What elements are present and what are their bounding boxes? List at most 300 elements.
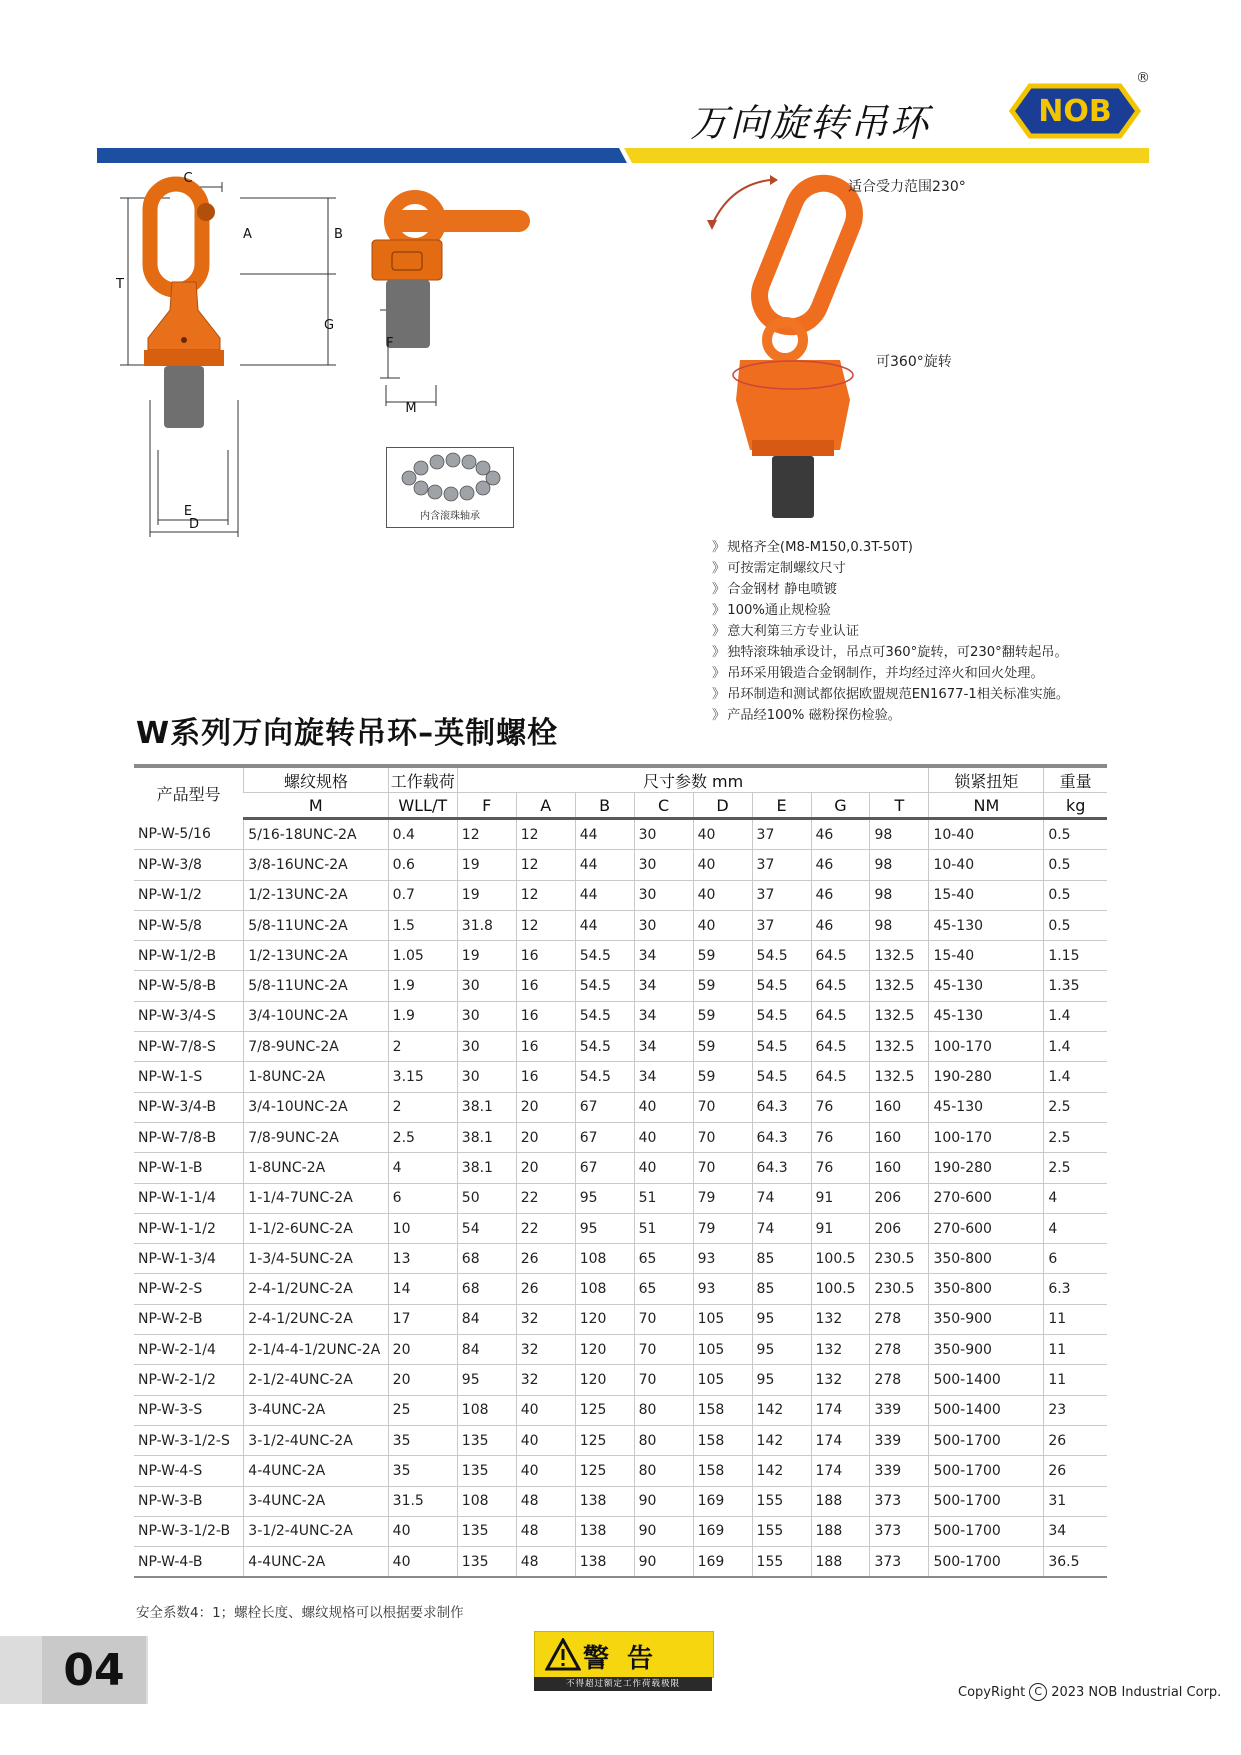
model-cell: NP-W-5/16 [134, 819, 244, 850]
sub-header-cell: B [575, 793, 634, 819]
table-cell: 125 [575, 1395, 634, 1425]
table-cell: 37 [752, 850, 811, 880]
table-cell: 6 [388, 1183, 457, 1213]
table-cell: 54.5 [575, 1001, 634, 1031]
table-row [134, 1335, 1107, 1365]
table-cell: 44 [575, 910, 634, 940]
table-cell: 12 [516, 880, 575, 910]
table-cell: 5/16-18UNC-2A [244, 819, 388, 850]
model-cell: NP-W-2-1/2 [134, 1365, 244, 1395]
table-row [134, 1092, 1107, 1122]
table-cell: 26 [1044, 1425, 1107, 1455]
table-row [134, 1153, 1107, 1183]
table-cell: 188 [811, 1486, 870, 1516]
feature-item: 》 规格齐全(M8-M150,0.3T-50T) [712, 537, 1069, 558]
table-cell: 2.5 [1044, 1153, 1107, 1183]
table-cell: 108 [575, 1274, 634, 1304]
warning-sign [534, 1631, 712, 1691]
table-cell: 22 [516, 1213, 575, 1243]
table-cell: 1.4 [1044, 1032, 1107, 1062]
table-cell: 132.5 [870, 1062, 929, 1092]
table-row [134, 1547, 1107, 1578]
sub-header-cell: A [516, 793, 575, 819]
table-cell: 3/4-10UNC-2A [244, 1092, 388, 1122]
header-load: 工作载荷 [388, 766, 457, 793]
table-cell: 11 [1044, 1335, 1107, 1365]
table-cell: 16 [516, 1062, 575, 1092]
table-cell: 65 [634, 1244, 693, 1274]
table-cell: 93 [693, 1274, 752, 1304]
table-cell: 54.5 [575, 971, 634, 1001]
dim-label-d: D [188, 517, 200, 532]
table-cell: 64.5 [811, 941, 870, 971]
table-cell: 100.5 [811, 1244, 870, 1274]
table-cell: 1.4 [1044, 1001, 1107, 1031]
table-cell: 0.5 [1044, 880, 1107, 910]
table-cell: 31.5 [388, 1486, 457, 1516]
sub-header-cell: G [811, 793, 870, 819]
table-cell: 120 [575, 1304, 634, 1334]
table-row [134, 1365, 1107, 1395]
table-cell: 64.3 [752, 1153, 811, 1183]
table-cell: 67 [575, 1092, 634, 1122]
table-cell: 500-1700 [929, 1486, 1044, 1516]
table-cell: 500-1700 [929, 1547, 1044, 1578]
sub-header-cell: D [693, 793, 752, 819]
table-cell: 1.4 [1044, 1062, 1107, 1092]
sub-header-cell: F [457, 793, 516, 819]
table-cell: 26 [1044, 1456, 1107, 1486]
table-cell: 95 [752, 1365, 811, 1395]
table-cell: 70 [634, 1365, 693, 1395]
table-cell: 65 [634, 1274, 693, 1304]
table-cell: 38.1 [457, 1153, 516, 1183]
table-cell: 169 [693, 1547, 752, 1578]
table-cell: 46 [811, 850, 870, 880]
table-cell: 174 [811, 1456, 870, 1486]
table-cell: 74 [752, 1183, 811, 1213]
copyright-text: 2023 NOB Industrial Corp. [1051, 1684, 1222, 1700]
table-cell: 70 [634, 1335, 693, 1365]
table-cell: 40 [388, 1516, 457, 1546]
table-cell: 1.35 [1044, 971, 1107, 1001]
table-cell: 19 [457, 850, 516, 880]
table-cell: 155 [752, 1516, 811, 1546]
table-cell: 10 [388, 1213, 457, 1243]
annotation-tilt-range: 适合受力范围230° [848, 179, 966, 195]
model-cell: NP-W-3-S [134, 1395, 244, 1425]
header-band [97, 148, 1149, 163]
table-cell: 1.9 [388, 971, 457, 1001]
table-cell: 132.5 [870, 1001, 929, 1031]
table-cell: 270-600 [929, 1213, 1044, 1243]
table-cell: 142 [752, 1456, 811, 1486]
table-cell: 373 [870, 1516, 929, 1546]
table-cell: 15-40 [929, 941, 1044, 971]
table-cell: 339 [870, 1425, 929, 1455]
table-cell: 70 [693, 1122, 752, 1152]
bearing-balls-icon [387, 448, 511, 506]
sub-header-cell: kg [1044, 793, 1107, 819]
table-cell: 44 [575, 819, 634, 850]
sub-header-cell: NM [929, 793, 1044, 819]
table-cell: 85 [752, 1274, 811, 1304]
table-cell: 95 [752, 1304, 811, 1334]
table-cell: 16 [516, 971, 575, 1001]
table-cell: 0.5 [1044, 850, 1107, 880]
table-cell: 10-40 [929, 850, 1044, 880]
table-cell: 10-40 [929, 819, 1044, 850]
model-cell: NP-W-4-S [134, 1456, 244, 1486]
table-cell: 125 [575, 1456, 634, 1486]
table-cell: 45-130 [929, 1001, 1044, 1031]
table-row [134, 1244, 1107, 1274]
model-cell: NP-W-1-3/4 [134, 1244, 244, 1274]
table-cell: 4 [1044, 1183, 1107, 1213]
table-cell: 90 [634, 1486, 693, 1516]
table-cell: 138 [575, 1547, 634, 1578]
table-cell: 98 [870, 910, 929, 940]
table-cell: 26 [516, 1244, 575, 1274]
copyright-icon: C [1029, 1683, 1047, 1701]
dim-label-a: A [243, 227, 252, 242]
table-cell: 26 [516, 1274, 575, 1304]
model-cell: NP-W-4-B [134, 1547, 244, 1578]
table-cell: 20 [516, 1153, 575, 1183]
table-cell: 32 [516, 1304, 575, 1334]
table-cell: 188 [811, 1547, 870, 1578]
model-cell: NP-W-5/8 [134, 910, 244, 940]
table-cell: 80 [634, 1425, 693, 1455]
table-cell: 46 [811, 910, 870, 940]
table-cell: 19 [457, 941, 516, 971]
table-cell: 350-800 [929, 1244, 1044, 1274]
table-row [134, 1456, 1107, 1486]
product-photo [690, 170, 920, 525]
table-row [134, 819, 1107, 850]
table-cell: 40 [634, 1122, 693, 1152]
table-cell: 31.8 [457, 910, 516, 940]
table-cell: 278 [870, 1335, 929, 1365]
table-cell: 105 [693, 1365, 752, 1395]
table-cell: 93 [693, 1244, 752, 1274]
table-cell: 138 [575, 1486, 634, 1516]
table-row [134, 1274, 1107, 1304]
table-cell: 132 [811, 1335, 870, 1365]
table-row [134, 971, 1107, 1001]
table-cell: 98 [870, 819, 929, 850]
dim-label-t: T [116, 277, 124, 292]
table-cell: 32 [516, 1365, 575, 1395]
table-cell: 22 [516, 1183, 575, 1213]
table-cell: 64.3 [752, 1122, 811, 1152]
table-cell: 0.4 [388, 819, 457, 850]
table-cell: 2-4-1/2UNC-2A [244, 1274, 388, 1304]
table-cell: 373 [870, 1486, 929, 1516]
model-cell: NP-W-2-S [134, 1274, 244, 1304]
table-cell: 59 [693, 1032, 752, 1062]
table-cell: 190-280 [929, 1062, 1044, 1092]
table-cell: 98 [870, 880, 929, 910]
warning-title: 警告 [583, 1644, 672, 1674]
table-cell: 4 [1044, 1213, 1107, 1243]
table-cell: 230.5 [870, 1274, 929, 1304]
table-cell: 95 [575, 1183, 634, 1213]
table-cell: 38.1 [457, 1092, 516, 1122]
table-cell: 40 [516, 1425, 575, 1455]
table-cell: 100-170 [929, 1122, 1044, 1152]
sub-header-cell: WLL/T [388, 793, 457, 819]
table-cell: 34 [634, 1001, 693, 1031]
model-cell: NP-W-3/4-S [134, 1001, 244, 1031]
model-cell: NP-W-3-1/2-B [134, 1516, 244, 1546]
table-cell: 40 [693, 910, 752, 940]
feature-item: 》 独特滚珠轴承设计，吊点可360°旋转，可230°翻转起吊。 [712, 642, 1069, 663]
dim-label-m: M [405, 401, 417, 416]
table-cell: 48 [516, 1486, 575, 1516]
table-cell: 1.15 [1044, 941, 1107, 971]
dim-label-e: E [183, 504, 193, 519]
table-cell: 90 [634, 1547, 693, 1578]
table-cell: 19 [457, 880, 516, 910]
table-cell: 278 [870, 1365, 929, 1395]
table-cell: 2 [388, 1092, 457, 1122]
table-cell: 1-8UNC-2A [244, 1153, 388, 1183]
table-cell: 30 [457, 1001, 516, 1031]
table-cell: 108 [457, 1395, 516, 1425]
table-cell: 91 [811, 1213, 870, 1243]
warning-panel [534, 1631, 714, 1678]
table-cell: 91 [811, 1183, 870, 1213]
spec-table [134, 764, 1107, 1578]
dim-label-g: G [324, 318, 335, 333]
table-cell: 1-8UNC-2A [244, 1062, 388, 1092]
table-cell: 373 [870, 1547, 929, 1578]
table-cell: 76 [811, 1153, 870, 1183]
page-title: 万向旋转吊环 [690, 101, 931, 145]
sub-header-cell: C [634, 793, 693, 819]
model-cell: NP-W-1-1/4 [134, 1183, 244, 1213]
table-row [134, 1516, 1107, 1546]
dim-label-f: F [386, 336, 394, 351]
table-cell: 4 [388, 1153, 457, 1183]
table-cell: 3.15 [388, 1062, 457, 1092]
table-cell: 2 [388, 1032, 457, 1062]
model-cell: NP-W-7/8-S [134, 1032, 244, 1062]
table-cell: 5/8-11UNC-2A [244, 910, 388, 940]
table-cell: 4-4UNC-2A [244, 1456, 388, 1486]
dim-label-c: C [183, 171, 193, 186]
feature-item: 》 吊环采用锻造合金钢制作，并均经过淬火和回火处理。 [712, 663, 1069, 684]
table-row [134, 850, 1107, 880]
table-cell: 67 [575, 1153, 634, 1183]
table-cell: 11 [1044, 1365, 1107, 1395]
table-cell: 54.5 [752, 941, 811, 971]
table-cell: 3-1/2-4UNC-2A [244, 1425, 388, 1455]
table-cell: 16 [516, 1001, 575, 1031]
table-cell: 23 [1044, 1395, 1107, 1425]
warning-subtitle: 不得超过额定工作荷载极限 [534, 1677, 712, 1691]
table-cell: 67 [575, 1122, 634, 1152]
table-cell: 59 [693, 1062, 752, 1092]
table-cell: 160 [870, 1122, 929, 1152]
table-cell: 20 [516, 1122, 575, 1152]
table-cell: 34 [634, 1062, 693, 1092]
table-cell: 500-1400 [929, 1395, 1044, 1425]
table-cell: 2.5 [388, 1122, 457, 1152]
table-cell: 15-40 [929, 880, 1044, 910]
table-cell: 135 [457, 1547, 516, 1578]
table-row [134, 1304, 1107, 1334]
table-cell: 70 [634, 1304, 693, 1334]
table-cell: 339 [870, 1395, 929, 1425]
table-cell: 108 [575, 1244, 634, 1274]
table-cell: 40 [693, 880, 752, 910]
table-cell: 20 [388, 1365, 457, 1395]
header-dims: 尺寸参数 mm [457, 766, 929, 793]
table-cell: 100-170 [929, 1032, 1044, 1062]
table-cell: 1-1/4-7UNC-2A [244, 1183, 388, 1213]
table-cell: 30 [634, 819, 693, 850]
table-cell: 40 [516, 1395, 575, 1425]
table-row [134, 1122, 1107, 1152]
table-cell: 35 [388, 1456, 457, 1486]
table-cell: 174 [811, 1425, 870, 1455]
table-cell: 59 [693, 971, 752, 1001]
sub-header-cell: M [244, 793, 388, 819]
table-cell: 59 [693, 941, 752, 971]
table-cell: 500-1700 [929, 1456, 1044, 1486]
table-cell: 84 [457, 1335, 516, 1365]
warning-triangle-icon [545, 1638, 581, 1672]
dim-label-b: B [334, 227, 343, 242]
table-cell: 12 [516, 850, 575, 880]
table-cell: 2-1/2-4UNC-2A [244, 1365, 388, 1395]
table-cell: 46 [811, 819, 870, 850]
table-cell: 30 [457, 1032, 516, 1062]
table-cell: 7/8-9UNC-2A [244, 1122, 388, 1152]
table-cell: 14 [388, 1274, 457, 1304]
bearing-illustration [386, 447, 514, 528]
table-cell: 37 [752, 880, 811, 910]
table-cell: 120 [575, 1365, 634, 1395]
table-cell: 51 [634, 1213, 693, 1243]
table-cell: 188 [811, 1516, 870, 1546]
table-cell: 34 [1044, 1516, 1107, 1546]
table-cell: 135 [457, 1516, 516, 1546]
table-cell: 68 [457, 1244, 516, 1274]
table-cell: 174 [811, 1395, 870, 1425]
table-cell: 40 [693, 819, 752, 850]
table-row [134, 1486, 1107, 1516]
table-cell: 12 [516, 819, 575, 850]
table-cell: 160 [870, 1092, 929, 1122]
table-cell: 35 [388, 1425, 457, 1455]
table-cell: 37 [752, 910, 811, 940]
table-row [134, 1001, 1107, 1031]
table-cell: 132 [811, 1365, 870, 1395]
table-cell: 3-4UNC-2A [244, 1395, 388, 1425]
table-cell: 80 [634, 1456, 693, 1486]
table-cell: 270-600 [929, 1183, 1044, 1213]
table-cell: 5/8-11UNC-2A [244, 971, 388, 1001]
feature-item: 》 意大利第三方专业认证 [712, 621, 1069, 642]
table-cell: 31 [1044, 1486, 1107, 1516]
table-row [134, 1183, 1107, 1213]
table-row [134, 880, 1107, 910]
table-cell: 105 [693, 1335, 752, 1365]
table-cell: 30 [634, 910, 693, 940]
table-cell: 190-280 [929, 1153, 1044, 1183]
table-cell: 40 [634, 1092, 693, 1122]
table-body [134, 819, 1107, 1578]
table-cell: 51 [634, 1183, 693, 1213]
model-cell: NP-W-1-B [134, 1153, 244, 1183]
safety-note: 安全系数4：1；螺栓长度、螺纹规格可以根据要求制作 [136, 1605, 464, 1621]
table-cell: 0.6 [388, 850, 457, 880]
table-cell: 1-3/4-5UNC-2A [244, 1244, 388, 1274]
table-row [134, 1425, 1107, 1455]
table-cell: 6 [1044, 1244, 1107, 1274]
table-cell: 54 [457, 1213, 516, 1243]
model-cell: NP-W-7/8-B [134, 1122, 244, 1152]
table-row [134, 910, 1107, 940]
table-cell: 135 [457, 1456, 516, 1486]
table-cell: 30 [457, 971, 516, 1001]
table-cell: 54.5 [752, 1062, 811, 1092]
table-cell: 1.05 [388, 941, 457, 971]
table-cell: 158 [693, 1425, 752, 1455]
table-cell: 350-900 [929, 1304, 1044, 1334]
table-cell: 85 [752, 1244, 811, 1274]
table-cell: 54.5 [575, 941, 634, 971]
sub-header-cell: E [752, 793, 811, 819]
table-cell: 500-1700 [929, 1425, 1044, 1455]
table-cell: 40 [693, 850, 752, 880]
table-cell: 70 [693, 1153, 752, 1183]
feature-item: 》 产品经100% 磁粉探伤检验。 [712, 705, 1069, 726]
page-number: 04 [42, 1636, 146, 1704]
table-cell: 206 [870, 1183, 929, 1213]
table-cell: 230.5 [870, 1244, 929, 1274]
model-cell: NP-W-3/4-B [134, 1092, 244, 1122]
table-cell: 32 [516, 1335, 575, 1365]
logo-text: NOB [1038, 94, 1112, 129]
table-cell: 37 [752, 819, 811, 850]
model-cell: NP-W-2-B [134, 1304, 244, 1334]
header-torque: 锁紧扭矩 [929, 766, 1044, 793]
table-cell: 45-130 [929, 971, 1044, 1001]
table-cell: 79 [693, 1213, 752, 1243]
table-cell: 160 [870, 1153, 929, 1183]
table-cell: 36.5 [1044, 1547, 1107, 1578]
table-cell: 70 [693, 1092, 752, 1122]
table-cell: 50 [457, 1183, 516, 1213]
table-cell: 132.5 [870, 941, 929, 971]
table-cell: 0.5 [1044, 910, 1107, 940]
table-cell: 11 [1044, 1304, 1107, 1334]
table-cell: 2.5 [1044, 1122, 1107, 1152]
table-cell: 142 [752, 1395, 811, 1425]
table-cell: 350-900 [929, 1335, 1044, 1365]
annotation-rotation: 可360°旋转 [876, 354, 952, 370]
table-cell: 46 [811, 880, 870, 910]
feature-item: 》 可按需定制螺纹尺寸 [712, 558, 1069, 579]
model-cell: NP-W-2-1/4 [134, 1335, 244, 1365]
table-row [134, 1032, 1107, 1062]
table-cell: 500-1400 [929, 1365, 1044, 1395]
table-cell: 169 [693, 1516, 752, 1546]
